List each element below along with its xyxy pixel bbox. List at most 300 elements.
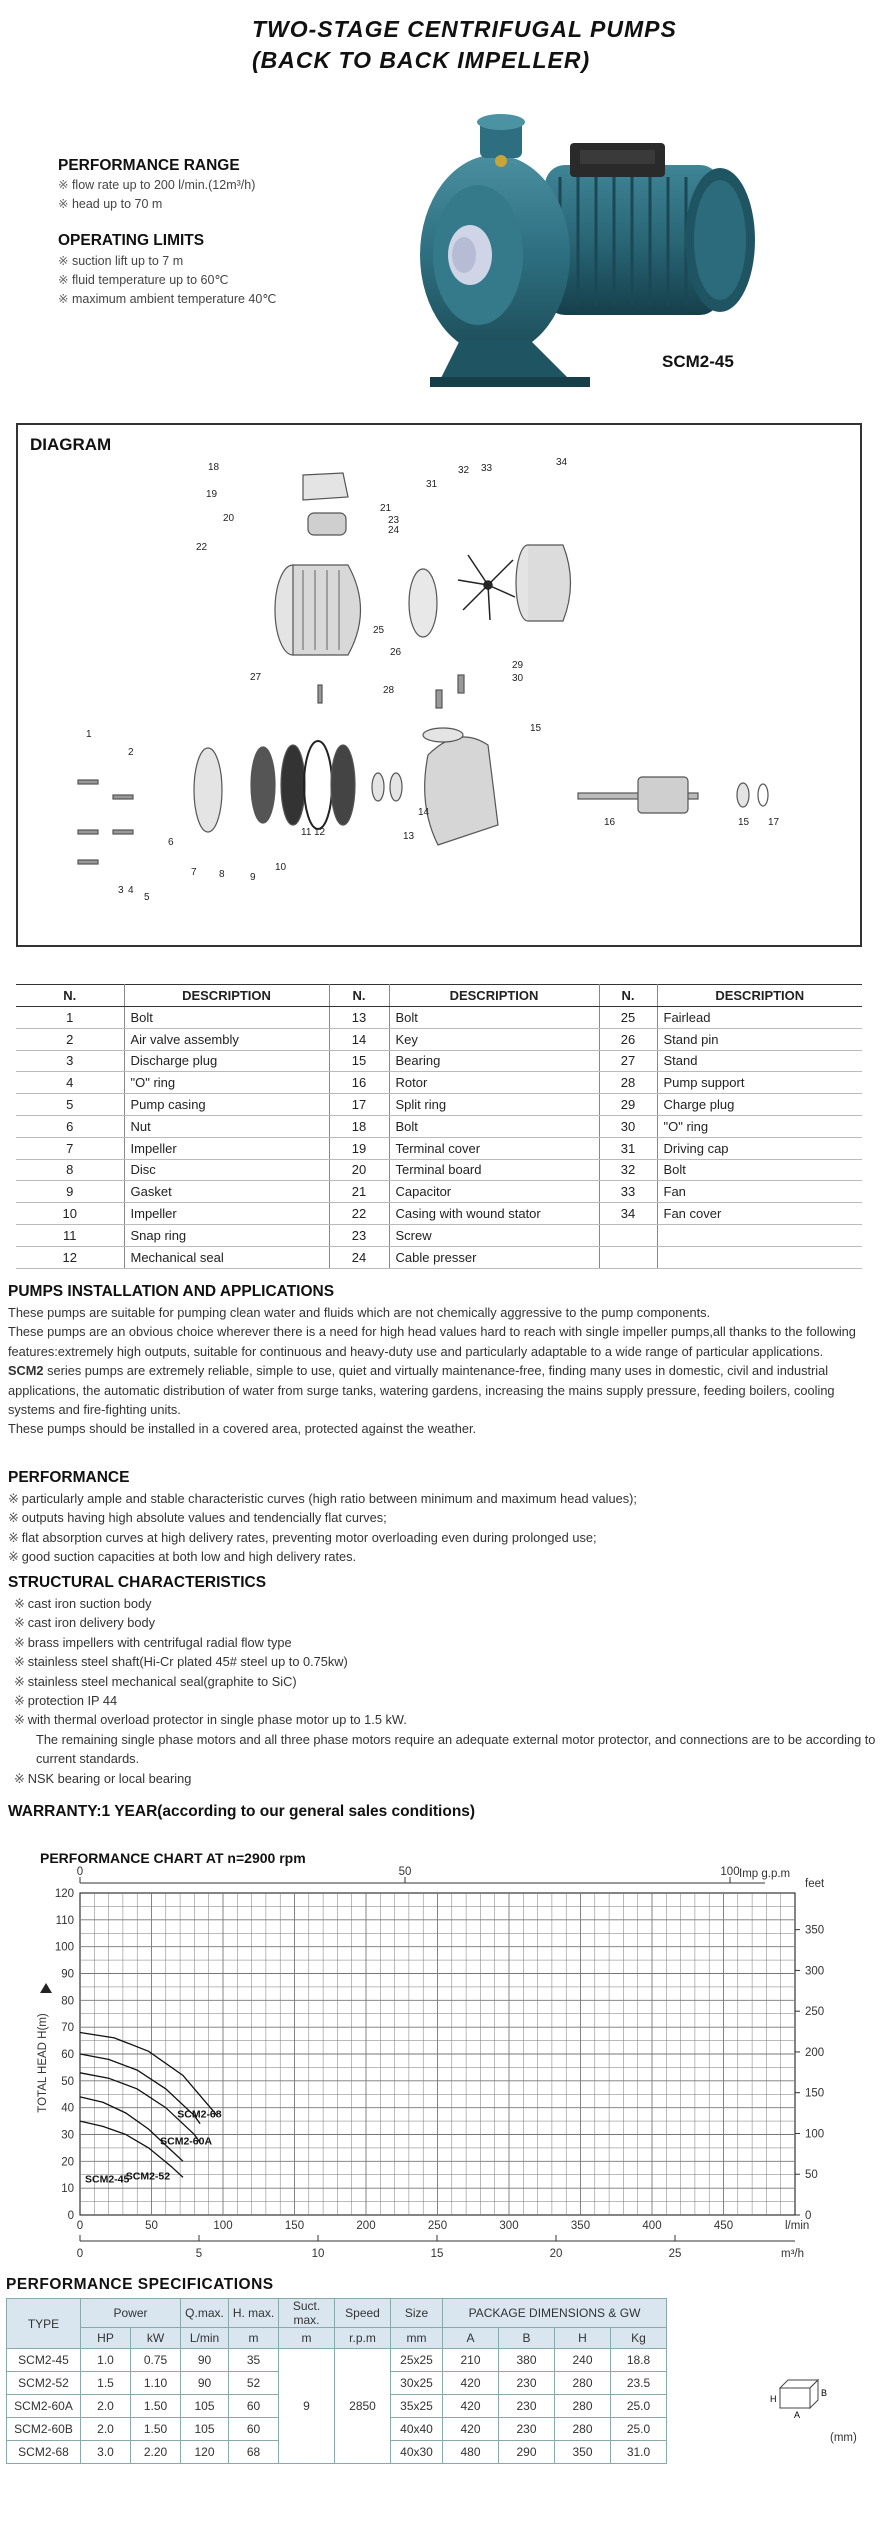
y-tick-label: 20	[61, 2156, 74, 2169]
spec-sub-b: B	[499, 2328, 555, 2349]
spec-col-size: Size	[391, 2299, 443, 2328]
chart-title: PERFORMANCE CHART AT n=2900 rpm	[40, 1850, 306, 1866]
spec-subheader-row	[7, 2328, 667, 2349]
callout-18: 18	[208, 462, 220, 473]
spec-qmax: 90	[181, 2372, 229, 2395]
callout-1: 1	[86, 729, 92, 740]
part-description: Disc	[124, 1159, 329, 1181]
series-name: SCM2	[8, 1363, 44, 1379]
part-number: 29	[599, 1094, 657, 1116]
part-description: Terminal board	[389, 1159, 599, 1181]
spec-sub-rpm: r.p.m	[335, 2328, 391, 2349]
part-number: 28	[599, 1072, 657, 1094]
spec-hp: 3.0	[81, 2441, 131, 2464]
m3h-tick-label: 0	[76, 2248, 84, 2260]
callout-30: 30	[512, 673, 524, 684]
part-description: Screw	[389, 1224, 599, 1246]
model-label: SCM2-45	[662, 352, 734, 371]
part-number: 5	[16, 1094, 124, 1116]
m3h-axis-label: m³/h	[781, 2248, 804, 2260]
part-description: Fairlead	[657, 1007, 862, 1029]
callout-25: 25	[373, 625, 385, 636]
feet-tick-label: 0	[805, 2210, 812, 2222]
structural-list	[14, 1594, 880, 1788]
part-number: 23	[329, 1224, 389, 1246]
y-tick-label: 90	[61, 1968, 74, 1981]
spec-qmax: 105	[181, 2418, 229, 2441]
spec-sub-kw: kW	[131, 2328, 181, 2349]
callout-7: 7	[191, 867, 197, 878]
part-description: Fan	[657, 1181, 862, 1203]
part-description: Mechanical seal	[124, 1246, 329, 1268]
part-number: 10	[16, 1203, 124, 1225]
box-label-b: B	[821, 2388, 828, 2398]
part-description: Cable presser	[389, 1246, 599, 1268]
feet-tick-label: 300	[805, 1965, 825, 1978]
callout-22: 22	[196, 542, 208, 553]
part-description: Pump casing	[124, 1094, 329, 1116]
callout-2: 2	[128, 747, 134, 758]
package-box-icon	[770, 2370, 830, 2420]
m3h-tick-label: 5	[195, 2248, 203, 2260]
part-number: 33	[599, 1181, 657, 1203]
part-description: Stand	[657, 1050, 862, 1072]
parts-header-row	[16, 985, 862, 1007]
spec-col-speed: Speed	[335, 2299, 391, 2328]
y-tick-label: 40	[61, 2102, 74, 2115]
part-description: Capacitor	[389, 1181, 599, 1203]
x-tick-label: 350	[570, 2220, 591, 2232]
table-row	[16, 1159, 862, 1181]
spec-col-package: PACKAGE DIMENSIONS & GW	[443, 2299, 667, 2328]
x-tick-label: 450	[713, 2220, 734, 2232]
spec-a: 210	[443, 2349, 499, 2372]
performance-list	[8, 1489, 874, 1567]
spec-kw: 1.50	[131, 2395, 181, 2418]
performance-title: PERFORMANCE	[8, 1469, 130, 1486]
structural-item: ※ stainless steel mechanical seal(graphite to SiC)	[14, 1672, 880, 1691]
impgpm-tick-label: 100	[720, 1866, 740, 1878]
spec-hp: 1.5	[81, 2372, 131, 2395]
callout-33: 33	[481, 463, 493, 474]
series-label: SCM2-45	[85, 2173, 130, 2186]
part-number: 26	[599, 1028, 657, 1050]
part-number: 15	[329, 1050, 389, 1072]
part-description: "O" ring	[657, 1115, 862, 1137]
y-tick-label: 80	[61, 1995, 74, 2008]
part-description: "O" ring	[124, 1072, 329, 1094]
callout-20: 20	[223, 513, 235, 524]
col-n: N.	[329, 985, 389, 1007]
part-number: 18	[329, 1115, 389, 1137]
callout-6: 6	[168, 837, 174, 848]
spec-kw: 0.75	[131, 2349, 181, 2372]
parts-table	[16, 984, 862, 1269]
part-number: 22	[329, 1203, 389, 1225]
spec-table	[6, 2298, 667, 2464]
part-number: 13	[329, 1007, 389, 1029]
callout-15b: 15	[738, 817, 750, 828]
callout-28: 28	[383, 685, 395, 696]
structural-continuation: The remaining single phase motors and all three phase motors require an adequate external motor protector, and connections are to be according to current standards.	[36, 1731, 876, 1767]
part-number: 31	[599, 1137, 657, 1159]
spec-sub-mm: mm	[391, 2328, 443, 2349]
structural-item: ※ cast iron suction body	[14, 1594, 880, 1613]
part-description	[657, 1246, 862, 1268]
col-n: N.	[16, 985, 124, 1007]
table-row	[7, 2349, 667, 2372]
installation-text	[8, 1303, 874, 1439]
table-row	[16, 1007, 862, 1029]
diagram-box	[16, 423, 862, 947]
spec-col-power: Power	[81, 2299, 181, 2328]
callout-5: 5	[144, 892, 150, 903]
callout-12: 12	[314, 827, 326, 838]
spec-b: 230	[499, 2395, 555, 2418]
y-axis-arrow	[40, 1983, 52, 1993]
limit-item: ※ suction lift up to 7 m	[58, 252, 276, 271]
part-number: 25	[599, 1007, 657, 1029]
m3h-tick-label: 10	[311, 2248, 325, 2260]
installation-p3-text: series pumps are extremely reliable, simple to use, quiet and virtually maintenance-free, finding many uses in domestic, civil and industrial applications, the automatic distribution of water from surge tanks, watering gardens, increasing the mains supply pressure, feeding boilers, cooling systems and fire-fighting units.	[8, 1363, 835, 1418]
spec-hmax: 35	[229, 2349, 279, 2372]
part-number: 8	[16, 1159, 124, 1181]
callout-26: 26	[390, 647, 402, 658]
y-tick-label: 70	[61, 2022, 74, 2035]
part-number: 30	[599, 1115, 657, 1137]
table-row	[16, 1224, 862, 1246]
part-number: 9	[16, 1181, 124, 1203]
feet-tick-label: 350	[805, 1924, 825, 1937]
spec-b: 380	[499, 2349, 555, 2372]
spec-title: PERFORMANCE SPECIFICATIONS	[6, 2276, 274, 2293]
part-description: Impeller	[124, 1137, 329, 1159]
part-number	[599, 1224, 657, 1246]
part-description: Terminal cover	[389, 1137, 599, 1159]
callout-17: 17	[768, 817, 780, 828]
spec-qmax: 120	[181, 2441, 229, 2464]
spec-b: 290	[499, 2441, 555, 2464]
table-row	[16, 1137, 862, 1159]
part-description: Impeller	[124, 1203, 329, 1225]
part-description: Bolt	[124, 1007, 329, 1029]
structural-item: ※ stainless steel shaft(Hi-Cr plated 45# steel up to 0.75kw)	[14, 1652, 880, 1671]
spec-body	[7, 2349, 667, 2464]
spec-kg: 18.8	[611, 2349, 667, 2372]
part-description	[657, 1224, 862, 1246]
part-number: 3	[16, 1050, 124, 1072]
spec-kw: 1.50	[131, 2418, 181, 2441]
table-row	[16, 1115, 862, 1137]
spec-size: 35x25	[391, 2395, 443, 2418]
spec-col-qmax: Q.max.	[181, 2299, 229, 2328]
spec-kw: 2.20	[131, 2441, 181, 2464]
part-description: Casing with wound stator	[389, 1203, 599, 1225]
y-tick-label: 120	[54, 1888, 74, 1900]
spec-col-hmax: H. max.	[229, 2299, 279, 2328]
callout-10: 10	[275, 862, 287, 873]
performance-chart	[0, 1862, 880, 2262]
unit-label: (mm)	[830, 2432, 857, 2444]
spec-sub-lmin: L/min	[181, 2328, 229, 2349]
m3h-tick-label: 20	[549, 2248, 563, 2260]
callout-21: 21	[380, 503, 392, 514]
spec-col-type: TYPE	[7, 2299, 81, 2349]
exploded-view-diagram	[18, 425, 860, 945]
series-label: SCM2-52	[125, 2170, 171, 2183]
warranty: WARRANTY:1 YEAR(according to our general sales conditions)	[8, 1803, 476, 1820]
part-description: Pump support	[657, 1072, 862, 1094]
spec-kg: 25.0	[611, 2418, 667, 2441]
callout-16: 16	[604, 817, 616, 828]
part-number: 4	[16, 1072, 124, 1094]
limit-item: ※ maximum ambient temperature 40℃	[58, 290, 276, 309]
spec-a: 480	[443, 2441, 499, 2464]
spec-a: 420	[443, 2418, 499, 2441]
callout-13: 13	[403, 831, 415, 842]
limit-item: ※ fluid temperature up to 60℃	[58, 271, 276, 290]
part-number: 20	[329, 1159, 389, 1181]
spec-hmax: 68	[229, 2441, 279, 2464]
box-label-h: H	[770, 2394, 777, 2404]
spec-kg: 31.0	[611, 2441, 667, 2464]
part-number: 2	[16, 1028, 124, 1050]
feet-tick-label: 50	[805, 2169, 818, 2182]
part-description: Gasket	[124, 1181, 329, 1203]
part-description: Nut	[124, 1115, 329, 1137]
operating-limits-list	[58, 252, 276, 309]
part-description: Driving cap	[657, 1137, 862, 1159]
part-description: Air valve assembly	[124, 1028, 329, 1050]
spec-b: 230	[499, 2418, 555, 2441]
structural-item: ※ NSK bearing or local bearing	[14, 1769, 880, 1788]
spec-hmax: 60	[229, 2395, 279, 2418]
spec-size: 40x30	[391, 2441, 443, 2464]
callout-19: 19	[206, 489, 218, 500]
part-number: 17	[329, 1094, 389, 1116]
x-tick-label: 150	[284, 2220, 305, 2232]
part-number: 12	[16, 1246, 124, 1268]
spec-type: SCM2-68	[7, 2441, 81, 2464]
col-desc: DESCRIPTION	[389, 985, 599, 1007]
diagram-title: DIAGRAM	[30, 435, 112, 454]
part-description: Fan cover	[657, 1203, 862, 1225]
table-row	[16, 1203, 862, 1225]
part-description: Bearing	[389, 1050, 599, 1072]
spec-size: 30x25	[391, 2372, 443, 2395]
spec-hmax: 52	[229, 2372, 279, 2395]
performance-range-title: PERFORMANCE RANGE	[58, 157, 240, 174]
y-tick-label: 60	[61, 2049, 74, 2061]
spec-h: 280	[555, 2418, 611, 2441]
y-tick-label: 100	[54, 1941, 74, 1954]
operating-limits-title: OPERATING LIMITS	[58, 232, 205, 249]
structural-title: STRUCTURAL CHARACTERISTICS	[8, 1574, 267, 1591]
x-tick-label: 50	[145, 2220, 158, 2232]
part-number: 7	[16, 1137, 124, 1159]
part-number: 6	[16, 1115, 124, 1137]
callout-11: 11	[301, 827, 312, 838]
callout-3: 3	[118, 885, 124, 896]
y-tick-label: 0	[67, 2210, 74, 2222]
callout-14: 14	[418, 807, 430, 818]
spec-h: 240	[555, 2349, 611, 2372]
installation-p3	[8, 1361, 874, 1419]
callout-32: 32	[458, 465, 470, 476]
part-number: 21	[329, 1181, 389, 1203]
feet-tick-label: 250	[805, 2006, 825, 2019]
installation-p4: These pumps should be installed in a covered area, protected against the weather.	[8, 1421, 477, 1437]
part-number: 14	[329, 1028, 389, 1050]
spec-a: 420	[443, 2395, 499, 2418]
spec-col-suct: Suct. max.	[279, 2299, 335, 2328]
structural-item: ※ brass impellers with centrifugal radial flow type	[14, 1633, 880, 1652]
spec-sub-kg: Kg	[611, 2328, 667, 2349]
series-label: SCM2-68	[177, 2108, 222, 2121]
installation-p2: These pumps are an obvious choice wherever there is a need for high head values hard to reach with single impeller pumps,all thanks to the following features:extremely high outputs, suitable for continuous and heavy-duty use and particularly adaptable to a wide range of particular applications.	[8, 1324, 856, 1359]
spec-size: 25x25	[391, 2349, 443, 2372]
range-item: ※ flow rate up to 200 l/min.(12m³/h)	[58, 176, 255, 195]
performance-range-list	[58, 176, 255, 214]
spec-hp: 2.0	[81, 2418, 131, 2441]
spec-sub-h: H	[555, 2328, 611, 2349]
feet-tick-label: 200	[805, 2046, 825, 2059]
callout-34: 34	[556, 457, 568, 468]
performance-item: ※ outputs having high absolute values and tendencially flat curves;	[8, 1508, 874, 1527]
part-description: Bolt	[389, 1007, 599, 1029]
structural-item: ※ cast iron delivery body	[14, 1613, 880, 1632]
spec-h: 280	[555, 2372, 611, 2395]
part-description: Snap ring	[124, 1224, 329, 1246]
series-label: SCM2-60A	[160, 2135, 213, 2148]
part-description: Discharge plug	[124, 1050, 329, 1072]
spec-speed: 2850	[335, 2349, 391, 2464]
structural-item: ※ with thermal overload protector in single phase motor up to 1.5 kW.	[14, 1710, 880, 1729]
part-description: Charge plug	[657, 1094, 862, 1116]
performance-item: ※ good suction capacities at both low and high delivery rates.	[8, 1547, 874, 1566]
table-row	[16, 1028, 862, 1050]
spec-kg: 25.0	[611, 2395, 667, 2418]
table-row	[16, 1181, 862, 1203]
feet-axis-label: feet	[805, 1878, 825, 1890]
part-number: 24	[329, 1246, 389, 1268]
spec-type: SCM2-45	[7, 2349, 81, 2372]
range-item: ※ head up to 70 m	[58, 195, 255, 214]
spec-sub-m: m	[229, 2328, 279, 2349]
callout-8: 8	[219, 869, 225, 880]
x-axis-label: l/min	[785, 2220, 810, 2232]
table-row	[16, 1246, 862, 1268]
spec-header-row	[7, 2299, 667, 2328]
performance-item: ※ flat absorption curves at high delivery rates, preventing motor overloading even during prolonged use;	[8, 1528, 874, 1547]
spec-h: 350	[555, 2441, 611, 2464]
y-tick-label: 110	[55, 1914, 74, 1927]
callout-24: 24	[388, 525, 400, 536]
box-label-a: A	[794, 2410, 801, 2420]
callout-4: 4	[128, 885, 134, 896]
y-axis-label: TOTAL HEAD H(m)	[37, 2013, 49, 2113]
x-tick-label: 200	[356, 2220, 376, 2232]
table-row	[16, 1094, 862, 1116]
table-row	[16, 1050, 862, 1072]
part-description: Key	[389, 1028, 599, 1050]
x-tick-label: 100	[213, 2220, 233, 2232]
spec-hp: 1.0	[81, 2349, 131, 2372]
part-description: Bolt	[389, 1115, 599, 1137]
x-tick-label: 250	[427, 2220, 448, 2232]
impgpm-axis-label: Imp g.p.m	[739, 1868, 791, 1880]
m3h-tick-label: 25	[668, 2248, 682, 2260]
x-tick-label: 0	[76, 2220, 84, 2232]
part-description: Split ring	[389, 1094, 599, 1116]
y-tick-label: 30	[61, 2129, 74, 2142]
callout-15: 15	[530, 723, 542, 734]
y-tick-label: 10	[61, 2183, 74, 2196]
part-number: 16	[329, 1072, 389, 1094]
page-title	[252, 14, 677, 76]
m3h-tick-label: 15	[430, 2248, 444, 2260]
installation-p1: These pumps are suitable for pumping clean water and fluids which are not chemically aggressive to the pump components.	[8, 1305, 711, 1320]
title-line-2: (BACK TO BACK IMPELLER)	[252, 47, 591, 73]
part-number: 1	[16, 1007, 124, 1029]
part-number: 11	[16, 1224, 124, 1246]
spec-qmax: 105	[181, 2395, 229, 2418]
spec-type: SCM2-60A	[7, 2395, 81, 2418]
spec-sub-m: m	[279, 2328, 335, 2349]
spec-h: 280	[555, 2395, 611, 2418]
spec-type: SCM2-52	[7, 2372, 81, 2395]
callout-31: 31	[426, 479, 438, 490]
feet-tick-label: 150	[805, 2087, 825, 2100]
col-desc: DESCRIPTION	[124, 985, 329, 1007]
part-number: 34	[599, 1203, 657, 1225]
structural-item: ※ protection IP 44	[14, 1691, 880, 1710]
spec-suction-max: 9	[279, 2349, 335, 2464]
impgpm-tick-label: 0	[76, 1866, 84, 1878]
spec-hmax: 60	[229, 2418, 279, 2441]
part-description: Rotor	[389, 1072, 599, 1094]
callout-27: 27	[250, 672, 262, 683]
spec-type: SCM2-60B	[7, 2418, 81, 2441]
spec-qmax: 90	[181, 2349, 229, 2372]
part-number	[599, 1246, 657, 1268]
spec-b: 230	[499, 2372, 555, 2395]
spec-kw: 1.10	[131, 2372, 181, 2395]
part-number: 27	[599, 1050, 657, 1072]
spec-a: 420	[443, 2372, 499, 2395]
spec-kg: 23.5	[611, 2372, 667, 2395]
x-tick-label: 300	[499, 2220, 519, 2232]
part-description: Stand pin	[657, 1028, 862, 1050]
spec-hp: 2.0	[81, 2395, 131, 2418]
performance-item: ※ particularly ample and stable characteristic curves (high ratio between minimum and maximum head values);	[8, 1489, 874, 1508]
part-number: 19	[329, 1137, 389, 1159]
installation-title: PUMPS INSTALLATION AND APPLICATIONS	[8, 1283, 335, 1300]
spec-sub-hp: HP	[81, 2328, 131, 2349]
col-n: N.	[599, 985, 657, 1007]
parts-body	[16, 1007, 862, 1269]
callout-9: 9	[250, 872, 256, 883]
part-description: Bolt	[657, 1159, 862, 1181]
impgpm-tick-label: 50	[398, 1866, 412, 1878]
spec-sub-a: A	[443, 2328, 499, 2349]
title-line-1: TWO-STAGE CENTRIFUGAL PUMPS	[252, 16, 677, 42]
part-number: 32	[599, 1159, 657, 1181]
callout-29: 29	[512, 660, 524, 671]
feet-tick-label: 100	[805, 2128, 825, 2141]
spec-size: 40x40	[391, 2418, 443, 2441]
table-row	[16, 1072, 862, 1094]
